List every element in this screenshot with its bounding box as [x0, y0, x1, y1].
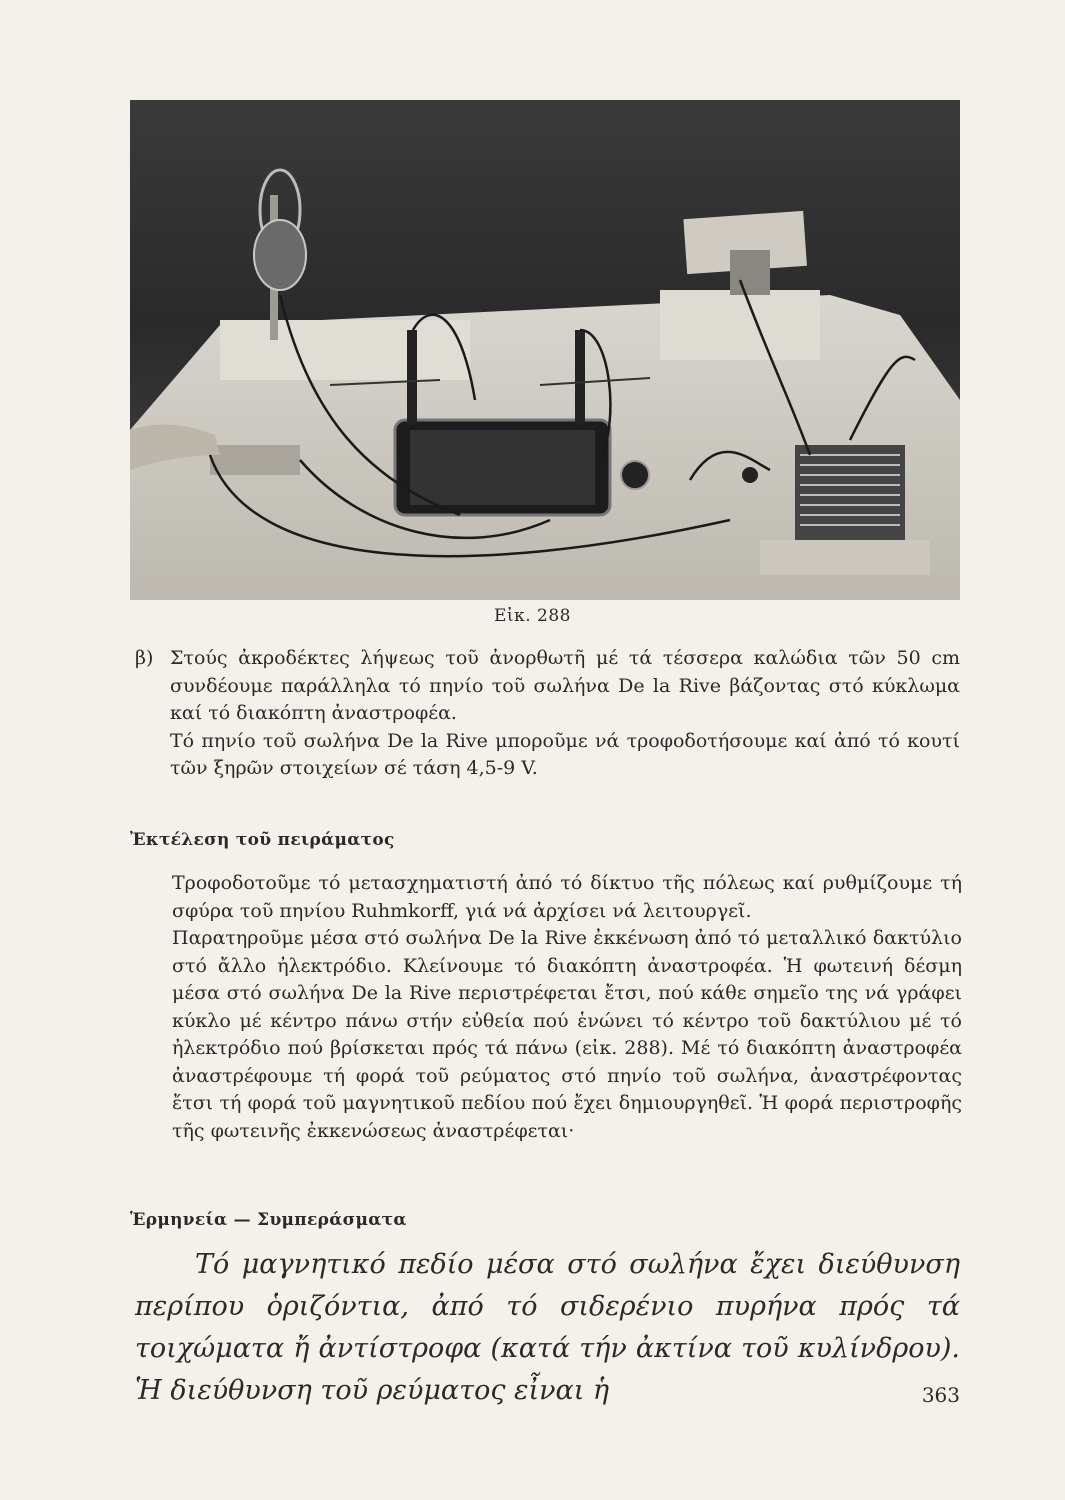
experiment-photo [130, 100, 960, 600]
interpretation-heading: Ἑρμηνεία — Συμπεράσματα [130, 1210, 407, 1230]
execution-section [172, 870, 962, 1145]
page-number: 363 [921, 1383, 960, 1407]
interpretation-text [135, 1244, 960, 1412]
interpretation-body: Τό μαγνητικό πεδίο μέσα στό σωλήνα ἔχει διεύθυνση περίπου ὁριζόντια, ἀπό τό σιδερένιο πυρήνα πρός τά τοιχώματα ἤ ἀντίστροφα (κατά τήν ἀκτίνα τοῦ κυλίνδρου). Ἡ διεύθυνση τοῦ ρεύματος εἶναι ἡ [135, 1249, 960, 1406]
execution-paragraph-1: Τροφοδοτοῦμε τό μετασχηματιστή ἀπό τό δίκτυο τῆς πόλεως καί ρυθμίζουμε τή σφύρα τοῦ πηνίου Ruhmkorff, γιά νά ἀρχίσει νά λειτουργεῖ. [172, 872, 962, 922]
section-b-paragraph-2: Τό πηνίο τοῦ σωλήνα De la Rive μποροῦμε νά τροφοδοτήσουμε καί ἀπό τό κουτί τῶν ξηρῶν στοιχείων σέ τάση 4,5-9 V. [170, 729, 960, 779]
section-b-paragraph-1: Στούς ἀκροδέκτες λήψεως τοῦ ἀνορθωτῆ μέ τά τέσσερα καλώδια τῶν 50 cm συνδέουμε παράλληλα τό πηνίο τοῦ σωλήνα De la Rive βάζοντας στό κύκλωμα καί τό διακόπτη ἀναστροφέα. [170, 647, 960, 724]
execution-heading: Ἐκτέλεση τοῦ πειράματος [130, 830, 395, 850]
section-b [135, 645, 960, 783]
figure-caption: Εἰκ. 288 [494, 606, 571, 626]
section-b-label: β) [135, 647, 154, 669]
experiment-photo-drawing [130, 100, 960, 600]
execution-paragraph-2: Παρατηροῦμε μέσα στό σωλήνα De la Rive ἐκκένωση ἀπό τό μεταλλικό δακτύλιο στό ἄλλο ἠλεκτρόδιο. Κλείνουμε τό διακόπτη ἀναστροφέα. Ἡ φωτεινή δέσμη μέσα στό σωλήνα De la Rive περιστρέφεται ἔτσι, πού κάθε σημεῖο της νά γράφει κύκλο μέ κέντρο πάνω στήν εὐθεία πού ἑνώνει τό κέντρο τοῦ δακτύλιου μέ τό ἠλεκτρόδιο πού βρίσκεται πρός τά πάνω (εἰκ. 288). Μέ τό διακόπτη ἀναστροφέα ἀναστρέφουμε τή φορά τοῦ ρεύματος στό πηνίο τοῦ σωλήνα, ἀναστρέφοντας ἔτσι τή φορά τοῦ μαγνητικοῦ πεδίου πού ἔχει δημιουργηθεῖ. Ἡ φορά περιστροφῆς τῆς φωτεινῆς ἐκκενώσεως ἀναστρέφεται· [172, 927, 962, 1142]
